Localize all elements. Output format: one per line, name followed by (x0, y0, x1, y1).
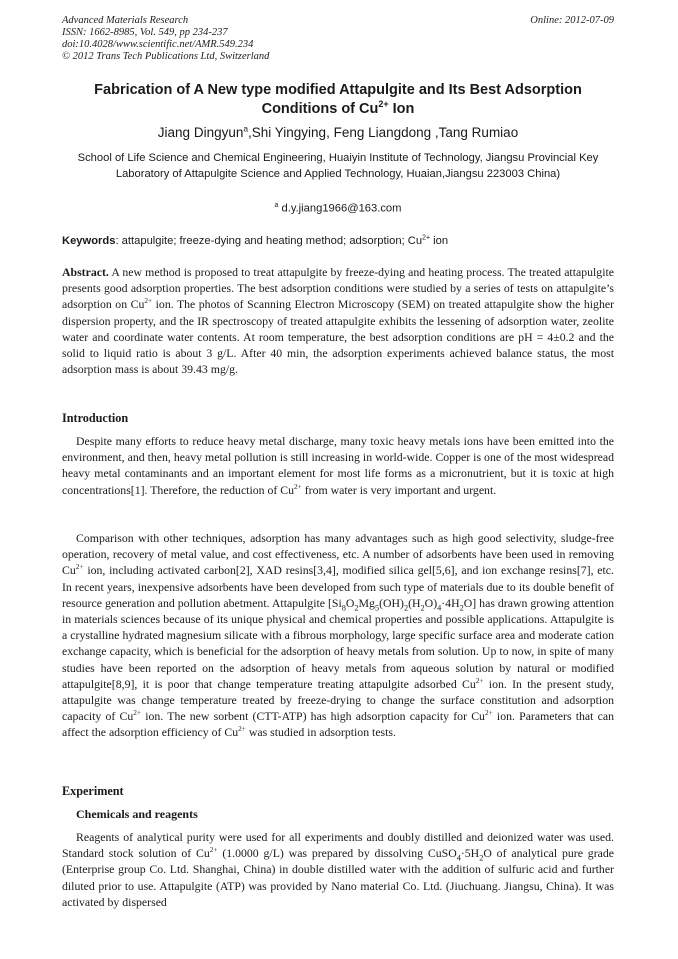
title-line-2: Conditions of $Cu^{2+}$ Ion (261, 99, 415, 117)
introduction-heading: Introduction (62, 411, 129, 425)
copyright-line: © 2012 Trans Tech Publications Ltd, Switzerland (62, 51, 270, 62)
abstract-label: Abstract. (62, 265, 109, 279)
abstract: Abstract. A new method is proposed to treat attapulgite by freeze-dying and heating process. The treated attapulgite presents good adsorption properties. The best adsorption conditions were studied by a series of tests on attapulgite’s adsorption on $Cu^{2+}$ ion. The photos of Scanning Electron Microscopy (SEM) on treated attapulgite show the higher dispersion property, and the IR spectroscopy of treated attapulgite exhibits the lessening of adsorption water, zeolite water and coordinate water contents. At room temperature, the best adsorption conditions are pH = 4±0.2 and the solid to liquid ratio is about 3 g/L. After 40 min, the adsorption experiments achieved balance status, the most adsorption mass is about 39.43 mg/g. (62, 265, 615, 377)
chemicals-subheading: Chemicals and reagents (76, 807, 198, 821)
experiment-heading: Experiment (62, 784, 124, 798)
paper-title (62, 81, 614, 119)
author-email: $^a$ d.y.jiang1966@163.com (274, 202, 402, 215)
doi-line: doi:10.4028/www.scientific.net/AMR.549.234 (62, 39, 254, 50)
journal-name: Advanced Materials Research (62, 15, 189, 26)
keywords-label: Keywords (62, 235, 116, 247)
issn-line: ISSN: 1662-8985, Vol. 549, pp 234-237 (62, 27, 228, 38)
online-date: Online: 2012-07-09 (530, 15, 614, 26)
intro-paragraph-2: Comparison with other techniques, adsorption has many advantages such as high good selectivity, sludge-free operation, recovery of metal value, and cost effectiveness, etc. A number of adsorbents have been used in removing $Cu^{2+}$ ion, including activated carbon[2], XAD resins[3,4], modified silica gel[5,6], and ion exchange resins[7], etc. In recent years, inexpensive adsorbents have been developed from such type of materials due to its double benefit of resource generation and pollution abetment. Attapulgite $[Si_8O_2Mg_5(OH)_2(H_2O)_4\cdot 4H_2O]$ has drawn growing attention in materials sciences because of its unique physical and chemical properties and possible applications. Attapulgite is a crystalline hydrated magnesium silicate with a fibrous morphology, large specific surface area and moderate cation exchange capacity, which is beneficial for the adsorption of heavy metals from solution. Up to now, in spite of many studies have been reported on the adsorption of heavy metals from aqueous solution by natural or modified attapulgite[8,9], it is poor that change temperature treating attapulgite adsorbed $Cu^{2+}$ ion. In the present study, attapulgite was change temperature treated by freeze-drying to change the surface constitution and adsorption capacity of $Cu^{2+}$ ion. The new sorbent (CTT-ATP) has high adsorption capacity for $Cu^{2+}$ ion. Parameters that can affect the adsorption efficiency of $Cu^{2+}$ was studied in adsorption tests. (62, 531, 614, 740)
experiment-paragraph-1: Reagents of analytical purity were used for all experiments and doubly distilled and deionized water was used. Standard stock solution of $Cu^{2+}$ (1.0000 g/L) was prepared by dissolving $CuSO_4\cdot 5H_2O$ of analytical pure grade (Enterprise group Co. Ltd. Shanghai, China) in double distilled water with the addition of sulfuric acid and further diluted prior to use. Attapulgite (ATP) was provided by Nano material Co. Ltd. (Jiuchuang. Jiangsu, China). It was activated by dispersed (62, 830, 614, 909)
keywords: Keywords: attapulgite; freeze-dying and heating method; adsorption; $Cu^{2+}$ ion (62, 234, 449, 247)
affiliation: School of Life Science and Chemical Engineering, Huaiyin Institute of Technology, Jiangsu Provincial Key Laboratory of Attapulgite Science and Applied Technology, Huaian,Jiangsu 223003 China) (77, 152, 599, 180)
intro-paragraph-1: Despite many efforts to reduce heavy metal discharge, many toxic heavy metals ions have been emitted into the environment, and then, heavy metal pollution is still increasing in world-wide. Copper is one of the most widespread heavy metal contaminants and an important element for most life forms as a micronutrient, but it is toxic at high concentrations[1]. Therefore, the reduction of $Cu^{2+}$ from water is very important and urgent. (62, 434, 614, 497)
journal-info (62, 15, 269, 63)
title-line-1: Fabrication of A New type modified Attapulgite and Its Best Adsorption (94, 82, 582, 98)
author-list: Jiang Dingyun$^a$,Shi Yingying, Feng Liangdong ,Tang Rumiao (157, 123, 519, 140)
